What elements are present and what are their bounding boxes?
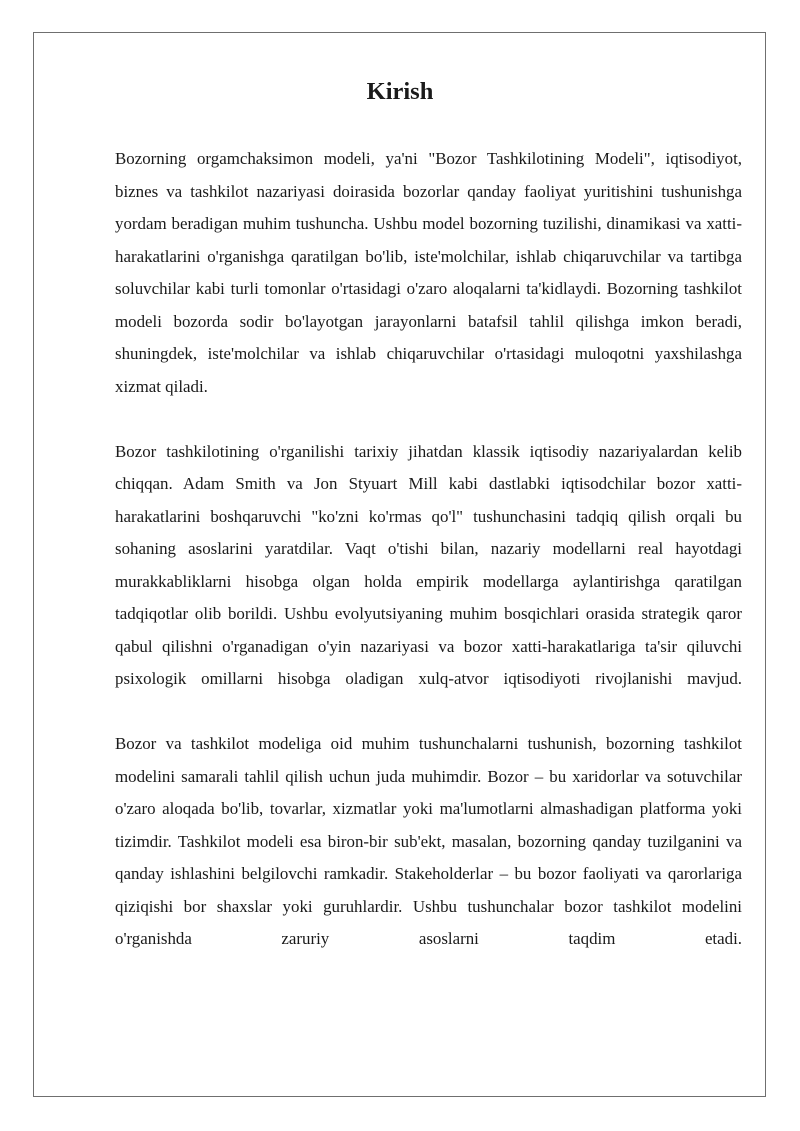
document-body: [115, 143, 742, 956]
page-title: Kirish: [366, 78, 434, 105]
paragraph-1: Bozorning orgamchaksimon modeli, ya'ni "Bozor Tashkilotining Modeli", iqtisodiyot, biznes va tashkilot nazariyasi doirasida bozorlar qanday faoliyat yuritishini tushunishga yordam beradigan muhim tushuncha. Ushbu model bozorning tuzilishi, dinamikasi va xatti-harakatlarini o'rganishga qaratilgan bo'lib, iste'molchilar, ishlab chiqaruvchilar va tartibga soluvchilar kabi turli tomonlar o'rtasidagi o'zaro aloqalarni ta'kidlaydi. Bozorning tashkilot modeli bozorda sodir bo'layotgan jarayonlarni batafsil tahlil qilishga imkon beradi, shuningdek, iste'molchilar va ishlab chiqaruvchilar o'rtasidagi muloqotni yaxshilashga xizmat qiladi.: [115, 149, 742, 396]
paragraph-3: Bozor va tashkilot modeliga oid muhim tushunchalarni tushunish, bozorning tashkilot modelini samarali tahlil qilish uchun juda muhimdir. Bozor – bu xaridorlar va sotuvchilar o'zaro aloqada bo'lib, tovarlar, xizmatlar yoki ma'lumotlarni almashadigan platforma yoki tizimdir. Tashkilot modeli esa biron-bir sub'ekt, masalan, bozorning qanday tuzilganini va qanday ishlashini belgilovchi ramkadir. Stakeholderlar – bu bozor faoliyati va qarorlariga qiziqishi bor shaxslar yoki guruhlardir. Ushbu tushunchalar bozor tashkilot modelini o'rganishda zaruriy asoslarni taqdim etadi.: [115, 734, 742, 948]
paragraph-2: Bozor tashkilotining o'rganilishi tarixiy jihatdan klassik iqtisodiy nazariyalardan kelib chiqqan. Adam Smith va Jon Styuart Mill kabi dastlabki iqtisodchilar bozor xatti-harakatlarini boshqaruvchi "ko'zni ko'rmas qo'l" tushunchasini tadqiq qilish orqali bu sohaning asoslarini yaratdilar. Vaqt o'tishi bilan, nazariy modellarni real hayotdagi murakkabliklarni hisobga olgan holda empirik modellarga aylantirishga qaratilgan tadqiqotlar olib borildi. Ushbu evolyutsiyaning muhim bosqichlari orasida strategik qaror qabul qilishni o'rganadigan o'yin nazariyasi va bozor xatti-harakatlariga ta'sir qiluvchi psixologik omillarni hisobga oladigan xulq-atvor iqtisodiyoti rivojlanishi mavjud.: [115, 441, 742, 688]
